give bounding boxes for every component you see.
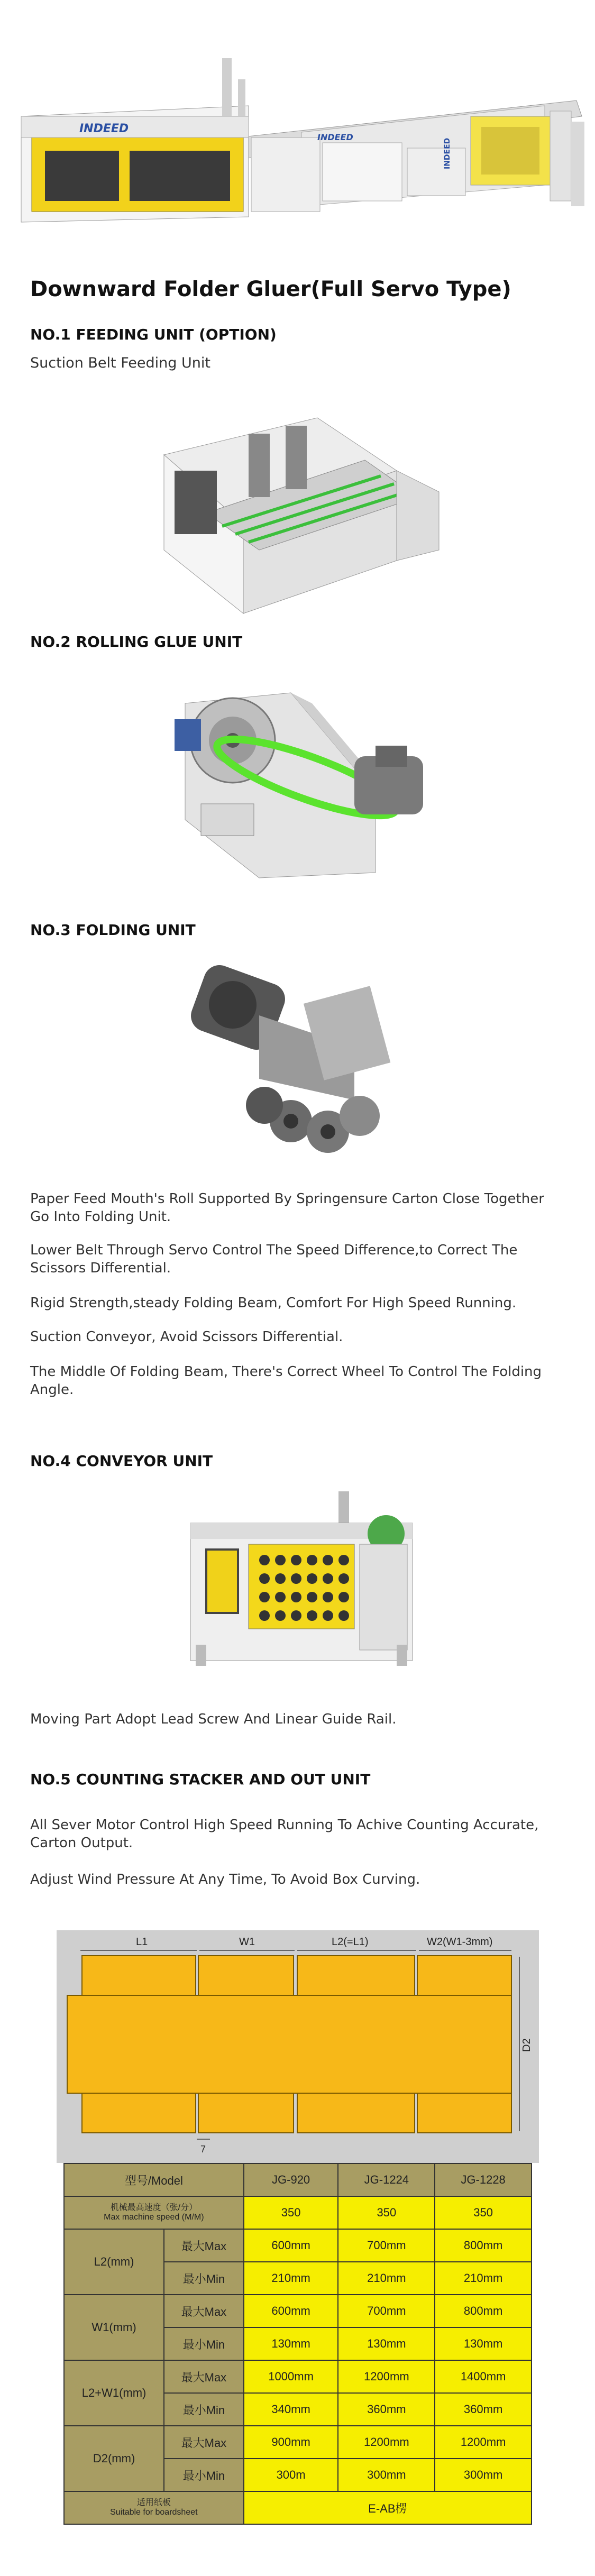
table-cell: 1000mm xyxy=(244,2360,338,2393)
table-row xyxy=(64,2360,532,2393)
section-1-subtitle: Suction Belt Feeding Unit xyxy=(30,355,210,371)
section-3-paragraph: Suction Conveyor, Avoid Scissors Differential. xyxy=(30,1329,343,1345)
board-label-cell xyxy=(64,2491,244,2524)
table-cell: 300m xyxy=(244,2459,338,2491)
section-4-paragraph: Moving Part Adopt Lead Screw And Linear Guide Rail. xyxy=(30,1711,397,1727)
table-cell: 350 xyxy=(338,2196,435,2229)
table-cell: 800mm xyxy=(435,2229,532,2262)
carton-dimension-diagram xyxy=(57,1930,539,2163)
section-5-paragraph: All Sever Motor Control High Speed Running To Achive Counting Accurate, Carton Output. xyxy=(30,1817,539,1851)
min-label: 最小Min xyxy=(164,2262,244,2295)
table-row xyxy=(64,2229,532,2262)
table-cell: 1200mm xyxy=(338,2426,435,2459)
table-row xyxy=(64,2196,532,2229)
board-label-cn: 适用纸板 xyxy=(136,2498,171,2507)
table-cell: 360mm xyxy=(435,2393,532,2426)
dim-label-l2: L2(=L1) xyxy=(332,1936,369,1948)
table-cell: 360mm xyxy=(338,2393,435,2426)
table-cell: 210mm xyxy=(244,2262,338,2295)
table-cell: 1200mm xyxy=(435,2426,532,2459)
row-label-l2-w1: L2+W1(mm) xyxy=(64,2360,164,2426)
brand-logo-mid: INDEED xyxy=(317,132,353,142)
section-3-paragraph: The Middle Of Folding Beam, There's Correct Wheel To Control The Folding Angle. xyxy=(30,1364,542,1398)
table-cell: 700mm xyxy=(338,2229,435,2262)
section-2-heading: NO.2 ROLLING GLUE UNIT xyxy=(30,633,243,650)
max-label: 最大Max xyxy=(164,2295,244,2327)
table-cell: 210mm xyxy=(435,2262,532,2295)
table-header-model: 型号/Model xyxy=(64,2164,244,2196)
table-cell: 900mm xyxy=(244,2426,338,2459)
table-header-model-1: JG-920 xyxy=(244,2164,338,2196)
table-cell: 300mm xyxy=(435,2459,532,2491)
speed-label-cell xyxy=(64,2196,244,2229)
section-3-paragraph: Lower Belt Through Servo Control The Speed Difference,to Correct The Scissors Differential. xyxy=(30,1242,518,1276)
table-cell: 130mm xyxy=(244,2327,338,2360)
section-4-heading: NO.4 CONVEYOR UNIT xyxy=(30,1452,213,1470)
table-row xyxy=(64,2164,532,2196)
table-cell: 700mm xyxy=(338,2295,435,2327)
min-label: 最小Min xyxy=(164,2459,244,2491)
section-3-paragraph: Rigid Strength,steady Folding Beam, Comfort For High Speed Running. xyxy=(30,1295,517,1311)
table-cell: 1200mm xyxy=(338,2360,435,2393)
conveyor-unit-image xyxy=(175,1486,428,1687)
min-label: 最小Min xyxy=(164,2393,244,2426)
speed-label-en: Max machine speed (M/M) xyxy=(104,2213,204,2222)
section-1-heading: NO.1 FEEDING UNIT (OPTION) xyxy=(30,326,277,343)
dim-label-d2: D2 xyxy=(521,2038,533,2052)
table-cell: 130mm xyxy=(338,2327,435,2360)
dim-label-w1: W1 xyxy=(239,1936,255,1948)
section-5-heading: NO.5 COUNTING STACKER AND OUT UNIT xyxy=(30,1771,371,1788)
brand-logo-left: INDEED xyxy=(79,122,129,135)
table-cell: 300mm xyxy=(338,2459,435,2491)
table-cell: 350 xyxy=(435,2196,532,2229)
table-cell: 600mm xyxy=(244,2229,338,2262)
section-3-paragraph: Paper Feed Mouth's Roll Supported By Springensure Carton Close Together Go Into Folding Unit. xyxy=(30,1191,544,1225)
table-cell: 600mm xyxy=(244,2295,338,2327)
table-row xyxy=(64,2295,532,2327)
row-label-d2: D2(mm) xyxy=(64,2426,164,2491)
table-cell: 210mm xyxy=(338,2262,435,2295)
speed-label-cn: 机械最高速度（张/分） xyxy=(110,2203,198,2212)
dim-label-seven: 7 xyxy=(200,2144,206,2155)
table-cell: 350 xyxy=(244,2196,338,2229)
max-label: 最大Max xyxy=(164,2360,244,2393)
rolling-glue-unit-image xyxy=(153,672,450,894)
table-header-model-3: JG-1228 xyxy=(435,2164,532,2196)
table-cell: 800mm xyxy=(435,2295,532,2327)
table-header-model-2: JG-1224 xyxy=(338,2164,435,2196)
table-row xyxy=(64,2491,532,2524)
brand-logo-side: INDEED xyxy=(443,137,452,169)
board-label-en: Suitable for boardsheet xyxy=(110,2508,198,2517)
table-cell: 130mm xyxy=(435,2327,532,2360)
min-label: 最小Min xyxy=(164,2327,244,2360)
feeding-unit-image xyxy=(143,391,460,624)
max-label: 最大Max xyxy=(164,2426,244,2459)
row-label-w1: W1(mm) xyxy=(64,2295,164,2360)
section-3-heading: NO.3 FOLDING UNIT xyxy=(30,921,196,939)
page-title: Downward Folder Gluer(Full Servo Type) xyxy=(30,277,511,301)
row-label-l2: L2(mm) xyxy=(64,2229,164,2295)
max-label: 最大Max xyxy=(164,2229,244,2262)
specification-table xyxy=(63,2163,532,2525)
board-value-cell: E-AB楞 xyxy=(244,2491,532,2524)
table-cell: 340mm xyxy=(244,2393,338,2426)
dim-label-l1: L1 xyxy=(136,1936,148,1948)
table-cell: 1400mm xyxy=(435,2360,532,2393)
table-row xyxy=(64,2426,532,2459)
section-5-paragraph: Adjust Wind Pressure At Any Time, To Avoid Box Curving. xyxy=(30,1872,420,1887)
dim-label-w2: W2(W1-3mm) xyxy=(427,1936,493,1948)
folder-gluer-machine-image xyxy=(16,48,584,227)
folding-unit-image xyxy=(185,962,418,1174)
